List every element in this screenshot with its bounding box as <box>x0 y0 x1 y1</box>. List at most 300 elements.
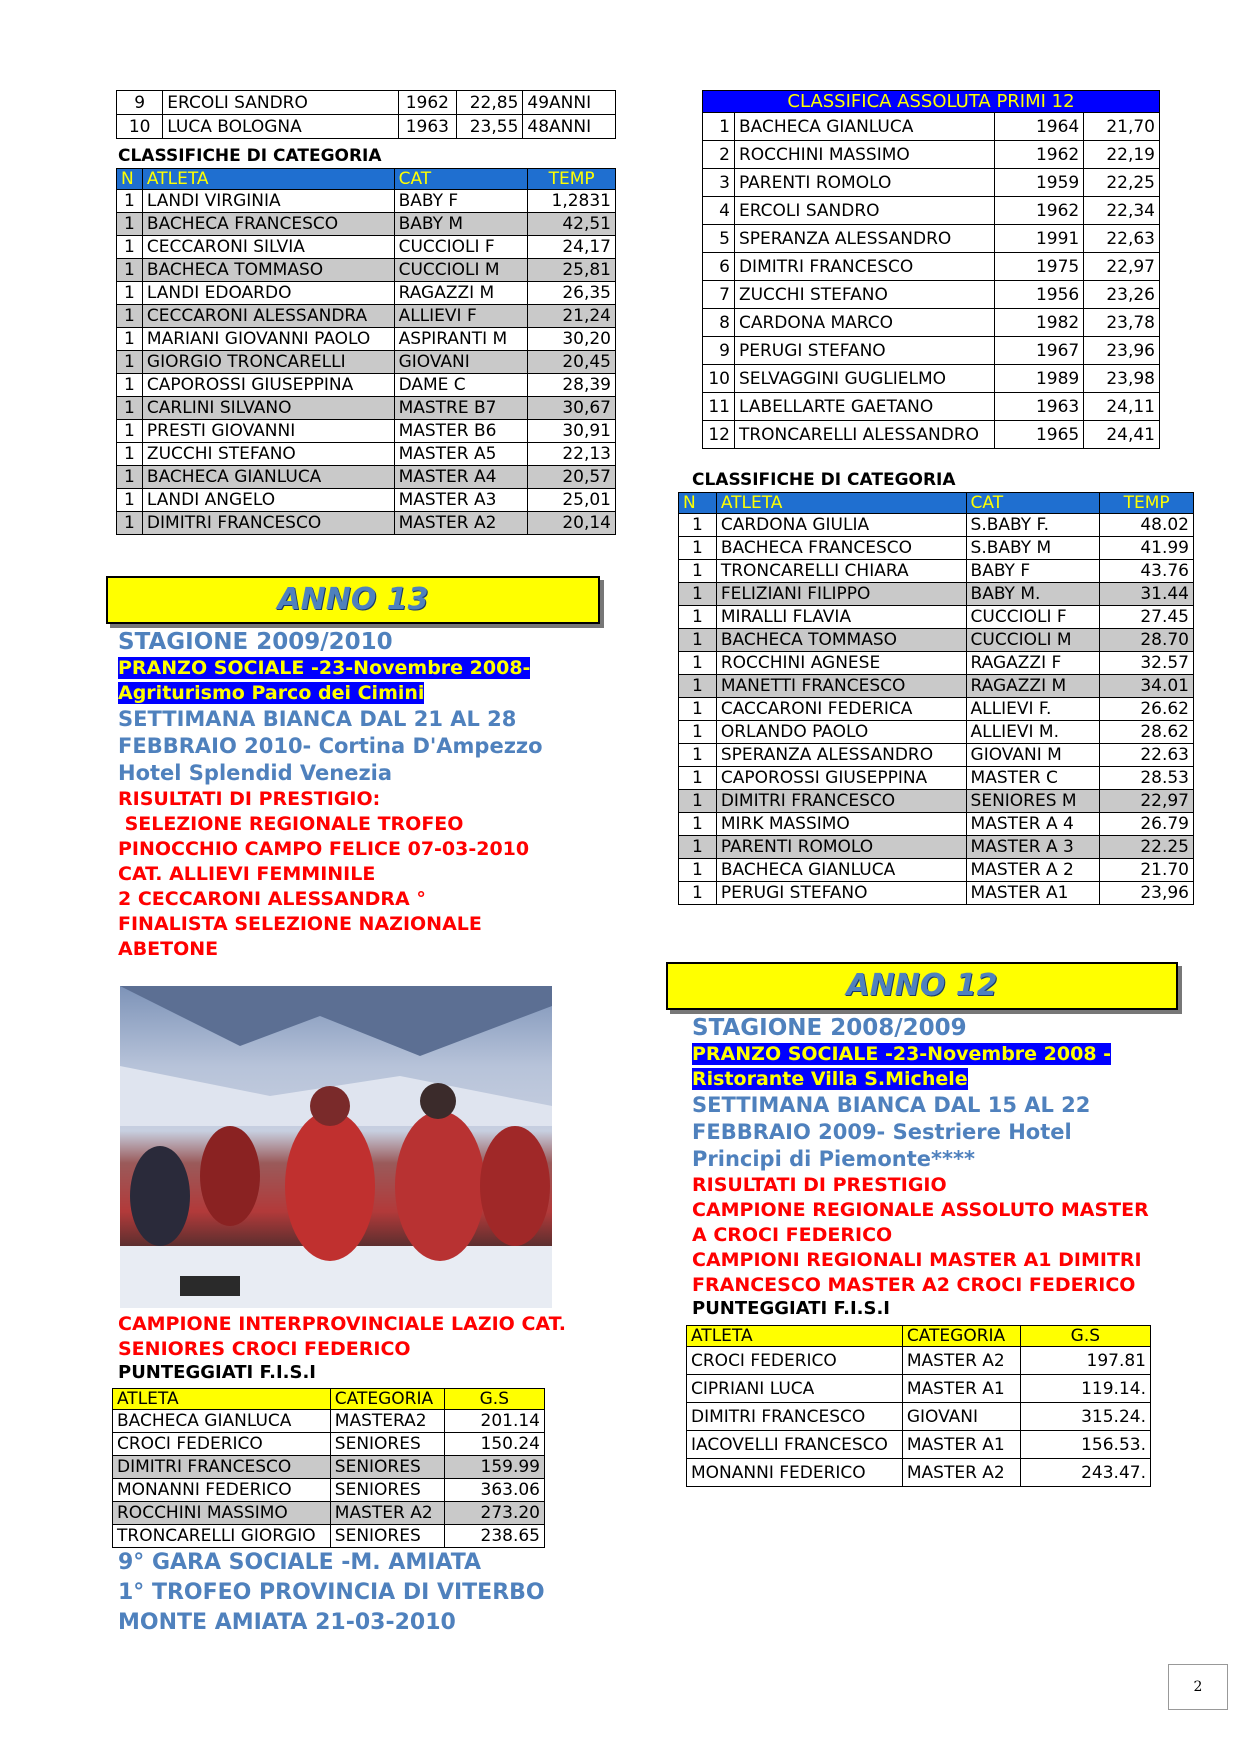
table-cell: 23,26 <box>1084 281 1160 309</box>
table-cell: DIMITRI FRANCESCO <box>716 790 966 813</box>
right-category-table <box>678 492 1194 905</box>
anno-12-banner <box>666 962 1178 1010</box>
table-cell: ASPIRANTI M <box>394 328 528 351</box>
table-cell: DIMITRI FRANCESCO <box>687 1403 903 1431</box>
table-cell: MASTER A2 <box>394 512 528 535</box>
table-row <box>679 675 1194 698</box>
table-row <box>113 1502 545 1525</box>
table-row <box>679 606 1194 629</box>
table-row <box>679 836 1194 859</box>
table-cell: MASTER A2 <box>330 1502 444 1525</box>
table-cell: 1 <box>117 213 143 236</box>
table-cell: 22.63 <box>1100 744 1194 767</box>
table-cell: 1 <box>679 744 717 767</box>
table-cell: 1982 <box>994 309 1083 337</box>
text-line: CAT. ALLIEVI FEMMINILE <box>118 863 376 885</box>
table-cell: 23,96 <box>1084 337 1160 365</box>
table-cell: RAGAZZI M <box>394 282 528 305</box>
table-cell: 1956 <box>994 281 1083 309</box>
table-cell: 1 <box>117 236 143 259</box>
left-category-table <box>116 168 616 535</box>
table-cell: 1 <box>679 767 717 790</box>
table-cell: CUCCIOLI F <box>394 236 528 259</box>
left-gara-block <box>118 1548 638 1638</box>
table-cell: 9 <box>117 91 163 115</box>
text-line: A CROCI FEDERICO <box>692 1224 893 1246</box>
table-cell: 1975 <box>994 253 1083 281</box>
right-fisi-table <box>686 1325 1151 1487</box>
table-cell: 42,51 <box>528 213 616 236</box>
table-cell: 22.25 <box>1100 836 1194 859</box>
table-cell: 26,35 <box>528 282 616 305</box>
table-cell: MASTERA2 <box>330 1410 444 1433</box>
table-cell: ERCOLI SANDRO <box>734 197 994 225</box>
table-cell: ALLIEVI F <box>394 305 528 328</box>
table-cell: 41.99 <box>1100 537 1194 560</box>
table-cell: MASTER A1 <box>902 1375 1020 1403</box>
table-cell: 1 <box>117 351 143 374</box>
right-stagione: STAGIONE 2008/2009 <box>692 1015 967 1041</box>
top-results-table <box>116 90 616 139</box>
table-cell: 119.14. <box>1020 1375 1150 1403</box>
table-cell: 273.20 <box>444 1502 544 1525</box>
table-cell: 22,34 <box>1084 197 1160 225</box>
table-cell: BACHECA FRANCESCO <box>142 213 394 236</box>
table-row <box>679 629 1194 652</box>
table-row <box>687 1403 1151 1431</box>
table-row <box>679 790 1194 813</box>
table-cell: 201.14 <box>444 1410 544 1433</box>
table-cell: MASTER A 3 <box>966 836 1100 859</box>
table-cell: 1 <box>117 443 143 466</box>
table-cell: SENIORES <box>330 1479 444 1502</box>
table-cell: CACCARONI FEDERICA <box>716 698 966 721</box>
table-row <box>117 328 616 351</box>
table-cell: ZUCCHI STEFANO <box>734 281 994 309</box>
column-header: N <box>117 169 143 190</box>
right-punteggiati: PUNTEGGIATI F.I.S.I <box>692 1298 890 1319</box>
column-header: CATEGORIA <box>330 1389 444 1410</box>
table-cell: CUCCIOLI F <box>966 606 1100 629</box>
page-number: 2 <box>1168 1664 1228 1710</box>
text-line: FINALISTA SELEZIONE NAZIONALE <box>118 913 482 935</box>
table-row <box>117 512 616 535</box>
column-header: CATEGORIA <box>902 1326 1020 1347</box>
table-row <box>703 169 1160 197</box>
table-cell: 1964 <box>994 113 1083 141</box>
text-line: RISULTATI DI PRESTIGIO <box>692 1174 947 1196</box>
text-line: CAMPIONI REGIONALI MASTER A1 DIMITRI <box>692 1249 1142 1271</box>
table-cell: 1 <box>679 882 717 905</box>
table-row <box>113 1479 545 1502</box>
table-cell: 1967 <box>994 337 1083 365</box>
table-cell: 150.24 <box>444 1433 544 1456</box>
table-cell: LANDI VIRGINIA <box>142 190 394 213</box>
table-cell: 243.47. <box>1020 1459 1150 1487</box>
table-cell: CECCARONI SILVIA <box>142 236 394 259</box>
table-cell: 30,91 <box>528 420 616 443</box>
table-cell: 3 <box>703 169 735 197</box>
table-cell: TRONCARELLI ALESSANDRO <box>734 421 994 449</box>
table-cell: 30,20 <box>528 328 616 351</box>
table-row <box>117 115 616 139</box>
table-cell: GIORGIO TRONCARELLI <box>142 351 394 374</box>
table-cell: 22,63 <box>1084 225 1160 253</box>
text-line: MONTE AMIATA 21-03-2010 <box>118 1610 456 1635</box>
table-cell: SPERANZA ALESSANDRO <box>716 744 966 767</box>
assoluta-title: CLASSIFICA ASSOLUTA PRIMI 12 <box>703 91 1160 113</box>
table-cell: ROCCHINI AGNESE <box>716 652 966 675</box>
left-risultati <box>118 787 588 962</box>
table-row <box>679 813 1194 836</box>
table-cell: 25,01 <box>528 489 616 512</box>
table-cell: FELIZIANI FILIPPO <box>716 583 966 606</box>
table-cell: 1 <box>679 537 717 560</box>
column-header: TEMP <box>528 169 616 190</box>
table-cell: 48.02 <box>1100 514 1194 537</box>
left-settimana-3: Hotel Splendid Venezia <box>118 761 393 785</box>
table-cell: 1 <box>679 606 717 629</box>
table-cell: IACOVELLI FRANCESCO <box>687 1431 903 1459</box>
left-pranzo-2: Agriturismo Parco dei Cimini <box>118 682 425 704</box>
table-cell: 31.44 <box>1100 583 1194 606</box>
column-header: G.S <box>444 1389 544 1410</box>
table-cell: 23,96 <box>1100 882 1194 905</box>
table-cell: DIMITRI FRANCESCO <box>142 512 394 535</box>
table-cell: MASTRE B7 <box>394 397 528 420</box>
table-row <box>703 281 1160 309</box>
table-cell: 26.62 <box>1100 698 1194 721</box>
table-cell: MASTER A 2 <box>966 859 1100 882</box>
table-row <box>687 1431 1151 1459</box>
table-row <box>703 113 1160 141</box>
table-cell: PERUGI STEFANO <box>716 882 966 905</box>
table-cell: MIRK MASSIMO <box>716 813 966 836</box>
table-cell: 20,14 <box>528 512 616 535</box>
table-cell: TRONCARELLI GIORGIO <box>113 1525 331 1548</box>
table-cell: 9 <box>703 337 735 365</box>
right-settimana-2: FEBBRAIO 2009- Sestriere Hotel <box>692 1120 1072 1144</box>
table-row <box>679 721 1194 744</box>
table-row <box>703 393 1160 421</box>
table-row <box>117 236 616 259</box>
table-cell: S.BABY M <box>966 537 1100 560</box>
text-line: 9° GARA SOCIALE -M. AMIATA <box>118 1550 482 1575</box>
table-cell: BACHECA GIANLUCA <box>113 1410 331 1433</box>
table-cell: 1 <box>117 305 143 328</box>
table-row <box>117 91 616 115</box>
table-cell: ALLIEVI F. <box>966 698 1100 721</box>
table-cell: 20,57 <box>528 466 616 489</box>
table-cell: 1 <box>679 790 717 813</box>
table-cell: 28.62 <box>1100 721 1194 744</box>
table-cell: RAGAZZI F <box>966 652 1100 675</box>
table-row <box>117 282 616 305</box>
table-row <box>117 190 616 213</box>
table-cell: 156.53. <box>1020 1431 1150 1459</box>
column-header: CAT <box>394 169 528 190</box>
table-cell: 1 <box>117 282 143 305</box>
table-cell: MASTER A2 <box>902 1347 1020 1375</box>
table-cell: DIMITRI FRANCESCO <box>113 1456 331 1479</box>
table-cell: 1 <box>117 466 143 489</box>
anno-13-title: ANNO 13 <box>277 582 429 617</box>
table-cell: 1962 <box>994 141 1083 169</box>
table-cell: 22,85 <box>457 91 523 115</box>
right-risultati <box>692 1173 1192 1298</box>
table-cell: MASTER A1 <box>966 882 1100 905</box>
table-cell: MONANNI FEDERICO <box>687 1459 903 1487</box>
text-line: CAMPIONE REGIONALE ASSOLUTO MASTER <box>692 1199 1149 1221</box>
table-cell: CUCCIOLI M <box>966 629 1100 652</box>
table-cell: BACHECA GIANLUCA <box>734 113 994 141</box>
table-cell: BACHECA GIANLUCA <box>142 466 394 489</box>
table-cell: 1 <box>117 397 143 420</box>
table-cell: SELVAGGINI GUGLIELMO <box>734 365 994 393</box>
table-cell: 28.70 <box>1100 629 1194 652</box>
table-cell: 2 <box>703 141 735 169</box>
table-cell: ROCCHINI MASSIMO <box>734 141 994 169</box>
text-line: 2 CECCARONI ALESSANDRA ° <box>118 888 426 910</box>
text-line: FRANCESCO MASTER A2 CROCI FEDERICO <box>692 1274 1136 1296</box>
table-cell: SENIORES <box>330 1433 444 1456</box>
left-info-block <box>118 628 588 962</box>
table-cell: 1 <box>117 328 143 351</box>
left-campione-block <box>118 1312 618 1383</box>
text-line: RISULTATI DI PRESTIGIO: <box>118 788 381 810</box>
table-cell: PARENTI ROMOLO <box>716 836 966 859</box>
table-row <box>113 1525 545 1548</box>
table-cell: 197.81 <box>1020 1347 1150 1375</box>
column-header: ATLETA <box>716 493 966 514</box>
table-cell: 22,13 <box>528 443 616 466</box>
table-row <box>117 397 616 420</box>
table-row <box>117 443 616 466</box>
table-cell: 32.57 <box>1100 652 1194 675</box>
left-pranzo-1: PRANZO SOCIALE -23-Novembre 2008- <box>118 657 531 679</box>
table-cell: MIRALLI FLAVIA <box>716 606 966 629</box>
table-cell: BACHECA TOMMASO <box>142 259 394 282</box>
table-cell: 28,39 <box>528 374 616 397</box>
table-row <box>117 466 616 489</box>
column-header: N <box>679 493 717 514</box>
table-cell: 10 <box>117 115 163 139</box>
table-cell: 22,25 <box>1084 169 1160 197</box>
table-cell: 1 <box>679 629 717 652</box>
table-cell: CARDONA MARCO <box>734 309 994 337</box>
table-cell: BACHECA FRANCESCO <box>716 537 966 560</box>
table-cell: 1 <box>679 675 717 698</box>
table-cell: 34.01 <box>1100 675 1194 698</box>
table-cell: S.BABY F. <box>966 514 1100 537</box>
table-row <box>679 882 1194 905</box>
table-row <box>117 489 616 512</box>
table-cell: 1962 <box>994 197 1083 225</box>
table-cell: MANETTI FRANCESCO <box>716 675 966 698</box>
table-row <box>679 514 1194 537</box>
table-row <box>113 1433 545 1456</box>
text-line: 1° TROFEO PROVINCIA DI VITERBO <box>118 1580 545 1605</box>
table-cell: 4 <box>703 197 735 225</box>
table-cell: MASTER C <box>966 767 1100 790</box>
table-cell: MONANNI FEDERICO <box>113 1479 331 1502</box>
right-info-block <box>692 1014 1192 1319</box>
table-cell: MASTER A 4 <box>966 813 1100 836</box>
table-cell: CAPOROSSI GIUSEPPINA <box>716 767 966 790</box>
column-header: TEMP <box>1100 493 1194 514</box>
table-cell: 1 <box>679 721 717 744</box>
table-cell: 1 <box>117 259 143 282</box>
podium-photo-illustration <box>120 986 552 1308</box>
right-cat-title: CLASSIFICHE DI CATEGORIA <box>692 470 956 490</box>
table-cell: 24,17 <box>528 236 616 259</box>
table-cell: 8 <box>703 309 735 337</box>
table-cell: PARENTI ROMOLO <box>734 169 994 197</box>
table-cell: 7 <box>703 281 735 309</box>
table-cell: BABY F <box>966 560 1100 583</box>
table-cell: 1 <box>117 190 143 213</box>
table-cell: 20,45 <box>528 351 616 374</box>
table-cell: 21.70 <box>1100 859 1194 882</box>
table-cell: 1 <box>679 652 717 675</box>
left-punteggiati: PUNTEGGIATI F.I.S.I <box>118 1362 316 1383</box>
table-cell: 22,97 <box>1100 790 1194 813</box>
table-row <box>703 225 1160 253</box>
table-cell: 27.45 <box>1100 606 1194 629</box>
table-row <box>679 744 1194 767</box>
table-cell: BABY M. <box>966 583 1100 606</box>
table-cell: ORLANDO PAOLO <box>716 721 966 744</box>
table-row <box>703 421 1160 449</box>
table-cell: MARIANI GIOVANNI PAOLO <box>142 328 394 351</box>
text-line: SELEZIONE REGIONALE TROFEO <box>118 813 464 835</box>
table-cell: 12 <box>703 421 735 449</box>
table-row <box>687 1347 1151 1375</box>
table-cell: 1 <box>679 859 717 882</box>
table-cell: ERCOLI SANDRO <box>163 91 398 115</box>
table-cell: 1 <box>679 514 717 537</box>
table-cell: 1962 <box>398 91 456 115</box>
table-cell: SENIORES <box>330 1525 444 1548</box>
table-cell: GIOVANI <box>394 351 528 374</box>
table-row <box>679 537 1194 560</box>
podium-photo <box>120 986 552 1308</box>
table-cell: 1959 <box>994 169 1083 197</box>
table-cell: 363.06 <box>444 1479 544 1502</box>
table-cell: 6 <box>703 253 735 281</box>
table-row <box>703 141 1160 169</box>
table-cell: CAPOROSSI GIUSEPPINA <box>142 374 394 397</box>
table-cell: 28.53 <box>1100 767 1194 790</box>
table-row <box>113 1456 545 1479</box>
table-cell: TRONCARELLI CHIARA <box>716 560 966 583</box>
anno-12-title: ANNO 12 <box>846 968 998 1003</box>
left-campione-2: SENIORES CROCI FEDERICO <box>118 1338 411 1360</box>
table-row <box>117 420 616 443</box>
left-settimana-2: FEBBRAIO 2010- Cortina D'Ampezzo <box>118 734 543 758</box>
table-row <box>679 652 1194 675</box>
table-cell: 22,97 <box>1084 253 1160 281</box>
table-cell: 1 <box>117 512 143 535</box>
table-row <box>679 698 1194 721</box>
table-cell: LUCA BOLOGNA <box>163 115 398 139</box>
table-row <box>679 583 1194 606</box>
table-cell: 1 <box>679 813 717 836</box>
table-cell: GIOVANI <box>902 1403 1020 1431</box>
table-cell: 10 <box>703 365 735 393</box>
table-cell: BABY M <box>394 213 528 236</box>
table-row <box>703 197 1160 225</box>
table-cell: 49ANNI <box>523 91 616 115</box>
table-cell: MASTER A2 <box>902 1459 1020 1487</box>
anno-13-banner <box>106 576 600 624</box>
table-cell: SENIORES M <box>966 790 1100 813</box>
left-fisi-table <box>112 1388 545 1548</box>
table-cell: 25,81 <box>528 259 616 282</box>
table-cell: CIPRIANI LUCA <box>687 1375 903 1403</box>
table-cell: 11 <box>703 393 735 421</box>
table-cell: CECCARONI ALESSANDRA <box>142 305 394 328</box>
table-cell: LANDI ANGELO <box>142 489 394 512</box>
left-settimana-1: SETTIMANA BIANCA DAL 21 AL 28 <box>118 707 517 731</box>
table-cell: ROCCHINI MASSIMO <box>113 1502 331 1525</box>
table-cell: 1 <box>117 489 143 512</box>
table-cell: 1 <box>679 583 717 606</box>
left-campione-1: CAMPIONE INTERPROVINCIALE LAZIO CAT. <box>118 1313 566 1335</box>
table-cell: MASTER B6 <box>394 420 528 443</box>
column-header: CAT <box>966 493 1100 514</box>
table-row <box>679 859 1194 882</box>
table-cell: SENIORES <box>330 1456 444 1479</box>
right-settimana-3: Principi di Piemonte**** <box>692 1147 975 1171</box>
table-cell: CUCCIOLI M <box>394 259 528 282</box>
table-cell: LABELLARTE GAETANO <box>734 393 994 421</box>
table-cell: MASTER A1 <box>902 1431 1020 1459</box>
assoluta-table <box>702 90 1160 449</box>
table-row <box>679 560 1194 583</box>
table-cell: 1 <box>679 698 717 721</box>
table-row <box>703 253 1160 281</box>
right-pranzo-2: Ristorante Villa S.Michele <box>692 1068 968 1090</box>
table-cell: 1963 <box>398 115 456 139</box>
table-cell: GIOVANI M <box>966 744 1100 767</box>
table-cell: 1 <box>117 374 143 397</box>
left-stagione: STAGIONE 2009/2010 <box>118 629 393 655</box>
column-header: ATLETA <box>142 169 394 190</box>
table-row <box>117 351 616 374</box>
table-cell: CROCI FEDERICO <box>113 1433 331 1456</box>
table-cell: 21,70 <box>1084 113 1160 141</box>
table-cell: DIMITRI FRANCESCO <box>734 253 994 281</box>
table-row <box>117 374 616 397</box>
table-cell: SPERANZA ALESSANDRO <box>734 225 994 253</box>
table-cell: CROCI FEDERICO <box>687 1347 903 1375</box>
table-cell: DAME C <box>394 374 528 397</box>
table-cell: 238.65 <box>444 1525 544 1548</box>
table-cell: ZUCCHI STEFANO <box>142 443 394 466</box>
table-row <box>117 305 616 328</box>
table-cell: 24,41 <box>1084 421 1160 449</box>
right-pranzo-1: PRANZO SOCIALE -23-Novembre 2008 - <box>692 1043 1112 1065</box>
right-settimana-1: SETTIMANA BIANCA DAL 15 AL 22 <box>692 1093 1091 1117</box>
table-cell: LANDI EDOARDO <box>142 282 394 305</box>
table-cell: PRESTI GIOVANNI <box>142 420 394 443</box>
table-cell: 43.76 <box>1100 560 1194 583</box>
table-cell: 5 <box>703 225 735 253</box>
table-cell: MASTER A4 <box>394 466 528 489</box>
table-cell: BABY F <box>394 190 528 213</box>
table-row <box>687 1459 1151 1487</box>
